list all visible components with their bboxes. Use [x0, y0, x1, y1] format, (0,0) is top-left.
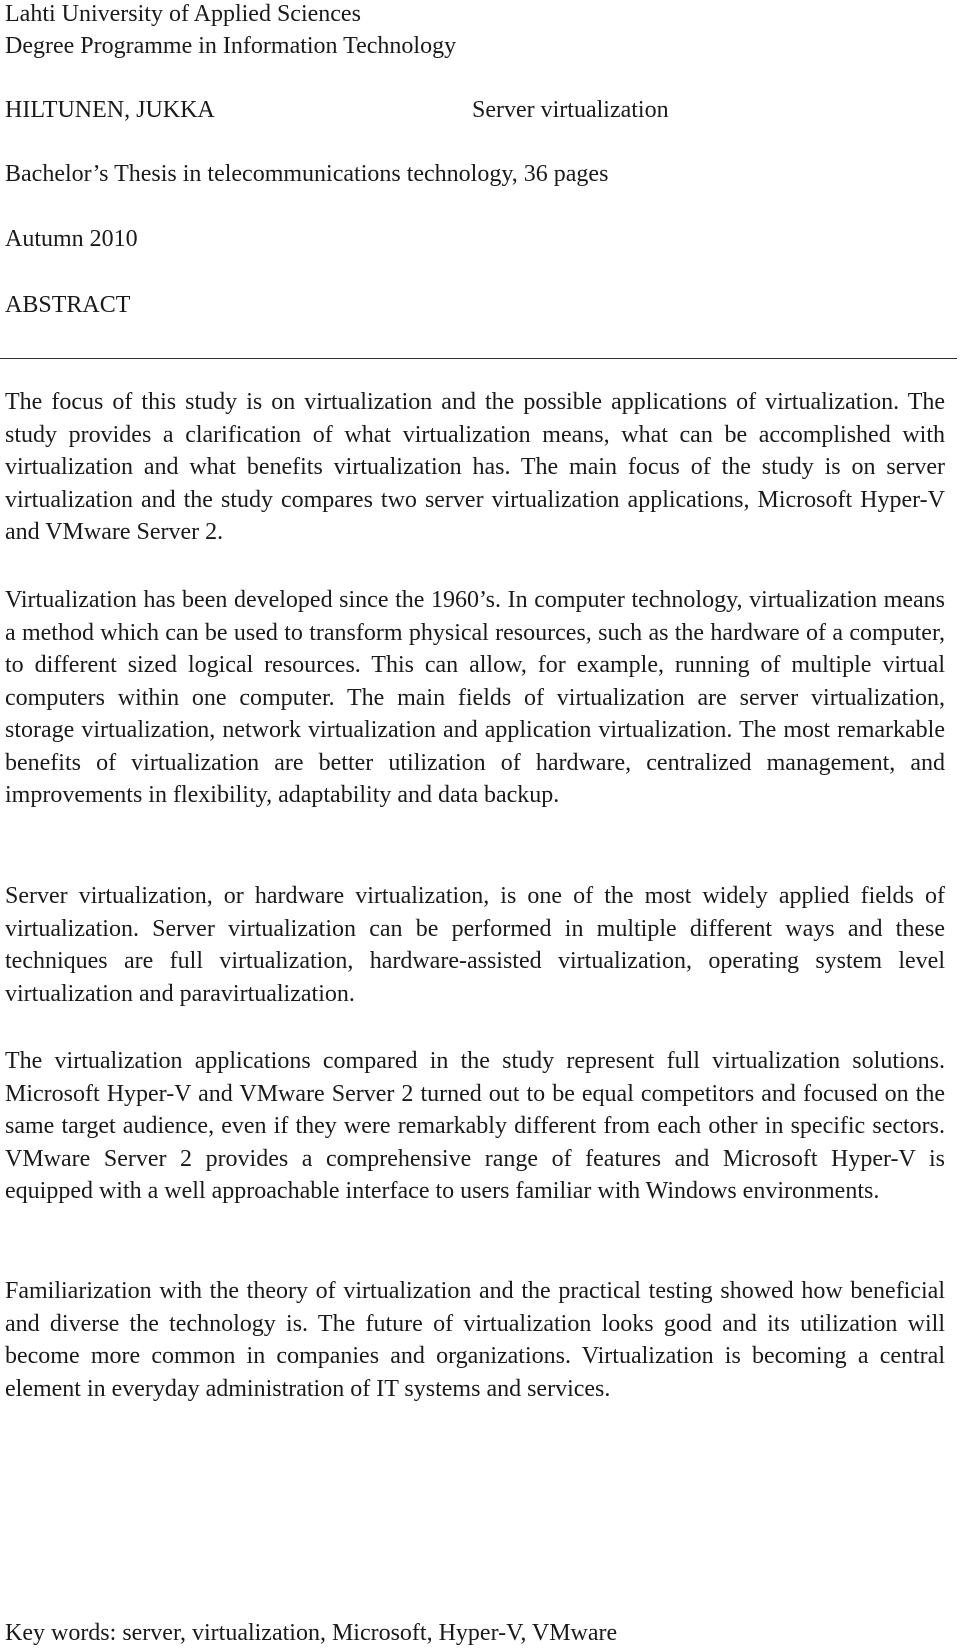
header-divider	[0, 358, 957, 359]
institution-name: Lahti University of Applied Sciences	[5, 1, 361, 27]
thesis-info: Bachelor’s Thesis in telecommunications technology, 36 pages	[5, 161, 609, 187]
keywords: Key words: server, virtualization, Microsoft, Hyper-V, VMware	[5, 1620, 618, 1646]
abstract-paragraph: Virtualization has been developed since the 1960’s. In computer technology, virtualization means a method which can be used to transform physical resources, such as the hardware of a computer, to different sized logical resources. This can allow, for example, running of multiple virtual computers within one computer. The main fields of virtualization are server virtualization, storage virtualization, network virtualization and application virtualization. The most remarkable benefits of virtualization are better utilization of hardware, centralized management, and improvements in flexibility, adaptability and data backup.	[5, 587, 945, 808]
author-name: HILTUNEN, JUKKA	[5, 97, 215, 123]
degree-programme: Degree Programme in Information Technology	[5, 33, 457, 59]
thesis-title: Server virtualization	[472, 97, 669, 123]
abstract-paragraph: Familiarization with the theory of virtualization and the practical testing showed how beneficial and diverse the technology is. The future of virtualization looks good and its utilization will become more common in companies and organizations. Virtualization is becoming a central element in everyday administration of IT systems and services.	[5, 1278, 945, 1402]
abstract-paragraph: The virtualization applications compared in the study represent full virtualization solutions. Microsoft Hyper-V and VMware Server 2 turned out to be equal competitors and focused on the same target audience, even if they were remarkably different from each other in specific sectors. VMware Server 2 provides a comprehensive range of features and Microsoft Hyper-V is equipped with a well approachable interface to users familiar with Windows environments.	[5, 1048, 945, 1204]
term: Autumn 2010	[5, 226, 138, 252]
abstract-paragraph: The focus of this study is on virtualization and the possible applications of virtualization. The study provides a clarification of what virtualization means, what can be accomplished with virtualization and what benefits virtualization has. The main focus of the study is on server virtualization and the study compares two server virtualization applications, Microsoft Hyper-V and VMware Server 2.	[5, 389, 945, 545]
abstract-heading: ABSTRACT	[5, 292, 131, 318]
abstract-paragraph: Server virtualization, or hardware virtualization, is one of the most widely applied fields of virtualization. Server virtualization can be performed in multiple different ways and these techniques are full virtualization, hardware-assisted virtualization, operating system level virtualization and paravirtualization.	[5, 883, 945, 1007]
